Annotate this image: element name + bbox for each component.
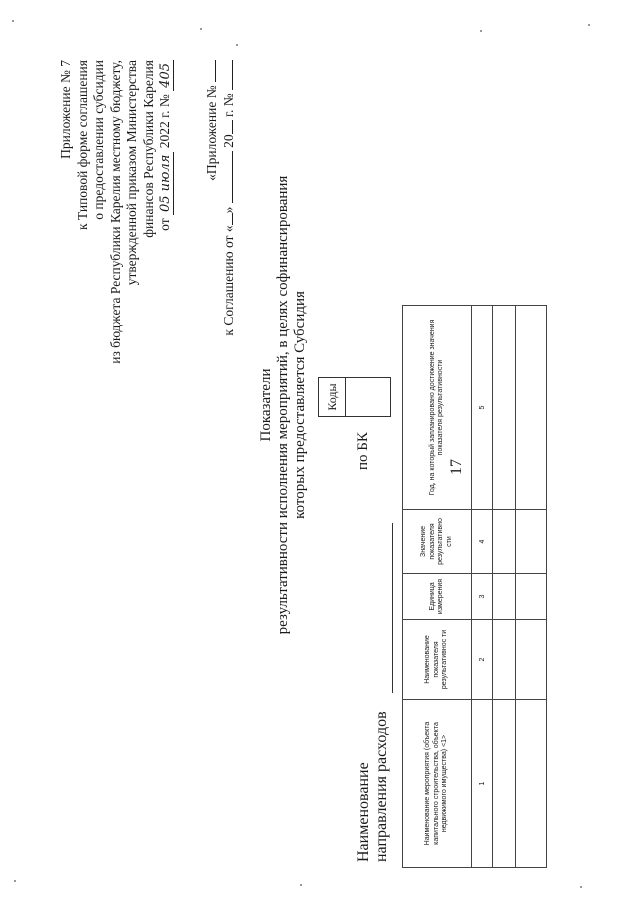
codes-box (318, 377, 391, 417)
header-line-5: утвержденной приказом Министерства (124, 60, 139, 286)
column-header-value: Значение показателя результативно сти (403, 510, 472, 574)
codes-value-cell (346, 378, 390, 416)
indicators-table (402, 305, 547, 868)
appendix-number-blank (215, 60, 216, 82)
year-blank (232, 120, 233, 134)
document-title (258, 55, 309, 755)
column-header-event: Наименование мероприятия (объекта капитального строительства, объекта недвижимого имущества) <1> (403, 700, 472, 868)
header-line-2: к Типовой форме соглашения (74, 60, 90, 230)
date-prefix: от (157, 218, 172, 231)
agreement-reference (204, 60, 237, 336)
table-cell (493, 574, 516, 620)
scan-speck (300, 884, 302, 886)
handwritten-date: 05 июля (158, 152, 174, 215)
appendix-label: «Приложение № (204, 85, 219, 181)
agreement-prefix: к Соглашению от « (220, 225, 236, 336)
title-line-1: Показатели (258, 368, 274, 442)
column-number-3: 3 (472, 574, 493, 620)
table-cell (516, 306, 547, 510)
appendix-header (58, 60, 175, 364)
expense-direction-label: Наименование направления расходов (355, 711, 390, 862)
day-blank (232, 213, 233, 225)
table-cell (493, 620, 516, 700)
agreement-quote: » (220, 206, 236, 214)
agreement-century: 20 (220, 134, 236, 148)
header-line-6: финансов Республики Карелия (140, 60, 156, 238)
column-header-year: Год, на который запланировано достижение значения показателя результативности (403, 306, 472, 510)
handwritten-number: 405 (158, 60, 174, 91)
scan-speck (200, 28, 202, 30)
scan-speck (236, 44, 238, 46)
column-header-indicator: Наименование показателя результативнос ти (403, 620, 472, 700)
column-number-1: 1 (472, 700, 493, 868)
codes-label: Коды (319, 378, 346, 416)
table-row (516, 306, 547, 868)
table-cell (493, 700, 516, 868)
title-line-2: результативности исполнения мероприятий, в целях софинансирования (275, 175, 291, 635)
scan-speck (588, 24, 590, 26)
agreement-number-blank (232, 60, 233, 90)
table-cell (516, 620, 547, 700)
scan-speck (580, 886, 582, 888)
scan-speck (12, 20, 14, 22)
agreement-date-line (221, 60, 238, 336)
expense-direction-underline (392, 523, 393, 693)
column-header-unit: Единица измерения (403, 574, 472, 620)
table-row (493, 306, 516, 868)
date-year: 2022 г. № (157, 94, 172, 149)
table-cell (493, 510, 516, 574)
header-line-3: о предоставлении субсидии (91, 60, 106, 220)
table-cell (493, 306, 516, 510)
scan-speck (480, 30, 482, 32)
table-header-row (403, 306, 472, 868)
header-date-line (157, 60, 175, 364)
title-line-3: которых предоставляется Субсидия (292, 291, 308, 519)
column-number-2: 2 (472, 620, 493, 700)
page-number: 17 (448, 459, 465, 475)
appendix-number-line (204, 60, 221, 336)
table-cell (516, 700, 547, 868)
po-bk-label: по БК (355, 432, 371, 470)
agreement-number-label: г. № (220, 93, 236, 118)
month-blank (232, 151, 233, 203)
table-cell (516, 510, 547, 574)
table-cell (516, 574, 547, 620)
column-number-row (472, 306, 493, 868)
column-number-4: 4 (472, 510, 493, 574)
header-line-1: Приложение № 7 (58, 60, 73, 159)
column-number-5: 5 (472, 306, 493, 510)
scan-speck (14, 880, 16, 882)
header-line-4: из бюджета Республики Карелия местному бюджету, (107, 60, 123, 364)
